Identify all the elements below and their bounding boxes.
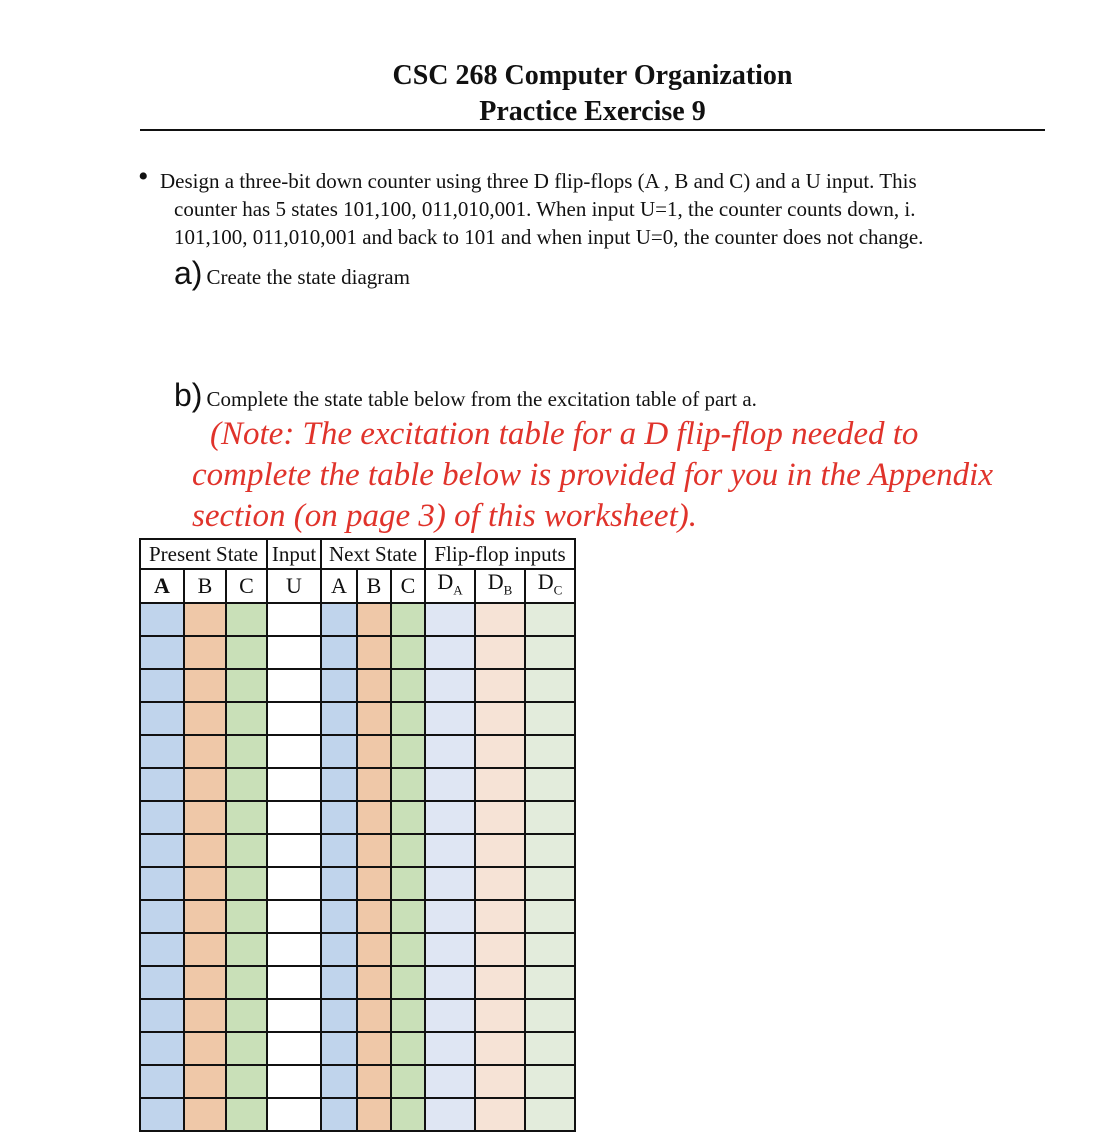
cell-u[interactable] — [267, 735, 321, 768]
table-row — [140, 801, 575, 834]
cell-u[interactable] — [267, 966, 321, 999]
cell-b[interactable] — [184, 702, 226, 735]
cell-next-c[interactable] — [391, 1098, 425, 1131]
note-line-3: section (on page 3) of this worksheet). — [192, 498, 697, 534]
cell-da[interactable] — [425, 867, 475, 900]
cell-db[interactable] — [475, 768, 525, 801]
cell-next-b[interactable] — [357, 1065, 391, 1098]
cell-a[interactable] — [140, 900, 184, 933]
cell-b[interactable] — [184, 900, 226, 933]
cell-db[interactable] — [475, 1098, 525, 1131]
exercise-title: Practice Exercise 9 — [479, 96, 706, 127]
table-row — [140, 999, 575, 1032]
cell-next-a[interactable] — [321, 999, 357, 1032]
cell-da[interactable] — [425, 702, 475, 735]
cell-a[interactable] — [140, 768, 184, 801]
cell-a[interactable] — [140, 636, 184, 669]
table-row — [140, 1065, 575, 1098]
part-a-letter: a) — [174, 255, 203, 291]
col-header-da — [425, 569, 475, 603]
cell-next-b[interactable] — [357, 966, 391, 999]
cell-da[interactable] — [425, 966, 475, 999]
cell-next-a[interactable] — [321, 702, 357, 735]
cell-a[interactable] — [140, 702, 184, 735]
col-header-da-main: D — [437, 569, 454, 594]
col-header-u: U — [267, 569, 321, 603]
header-flip-flop-inputs: Flip-flop inputs — [425, 539, 575, 569]
cell-next-a[interactable] — [321, 966, 357, 999]
cell-next-a[interactable] — [321, 900, 357, 933]
cell-dc[interactable] — [525, 834, 575, 867]
cell-next-b[interactable] — [357, 801, 391, 834]
cell-dc[interactable] — [525, 735, 575, 768]
cell-dc[interactable] — [525, 669, 575, 702]
col-header-next-a: A — [321, 569, 357, 603]
cell-dc[interactable] — [525, 1098, 575, 1131]
cell-b[interactable] — [184, 636, 226, 669]
table-row — [140, 900, 575, 933]
header-divider — [140, 129, 1045, 131]
cell-c[interactable] — [226, 867, 267, 900]
col-header-b: B — [184, 569, 226, 603]
cell-next-c[interactable] — [391, 1065, 425, 1098]
cell-a[interactable] — [140, 801, 184, 834]
cell-c[interactable] — [226, 801, 267, 834]
cell-db[interactable] — [475, 834, 525, 867]
cell-u[interactable] — [267, 669, 321, 702]
cell-a[interactable] — [140, 1032, 184, 1065]
table-row — [140, 669, 575, 702]
cell-da[interactable] — [425, 669, 475, 702]
cell-b[interactable] — [184, 933, 226, 966]
cell-da[interactable] — [425, 735, 475, 768]
cell-db[interactable] — [475, 933, 525, 966]
cell-next-b[interactable] — [357, 999, 391, 1032]
table-row — [140, 834, 575, 867]
cell-db[interactable] — [475, 801, 525, 834]
cell-da[interactable] — [425, 999, 475, 1032]
cell-next-c[interactable] — [391, 636, 425, 669]
cell-u[interactable] — [267, 933, 321, 966]
col-header-da-sub: A — [453, 582, 463, 598]
cell-da[interactable] — [425, 933, 475, 966]
part-b — [174, 377, 757, 414]
col-header-dc-sub: C — [553, 582, 563, 598]
cell-db[interactable] — [475, 1032, 525, 1065]
cell-next-b[interactable] — [357, 933, 391, 966]
cell-a[interactable] — [140, 966, 184, 999]
cell-next-b[interactable] — [357, 669, 391, 702]
cell-u[interactable] — [267, 636, 321, 669]
cell-next-c[interactable] — [391, 801, 425, 834]
cell-db[interactable] — [475, 702, 525, 735]
cell-u[interactable] — [267, 900, 321, 933]
cell-next-b[interactable] — [357, 768, 391, 801]
cell-b[interactable] — [184, 1098, 226, 1131]
col-header-dc — [525, 569, 575, 603]
cell-a[interactable] — [140, 999, 184, 1032]
cell-a[interactable] — [140, 669, 184, 702]
cell-next-b[interactable] — [357, 702, 391, 735]
cell-u[interactable] — [267, 834, 321, 867]
cell-da[interactable] — [425, 768, 475, 801]
cell-u[interactable] — [267, 999, 321, 1032]
cell-a[interactable] — [140, 1098, 184, 1131]
header-present-state: Present State — [140, 539, 267, 569]
note-line-1: (Note: The excitation table for a D flip-flop needed to — [210, 416, 919, 452]
cell-c[interactable] — [226, 669, 267, 702]
cell-c[interactable] — [226, 834, 267, 867]
part-a-text: Create the state diagram — [206, 265, 410, 289]
cell-c[interactable] — [226, 933, 267, 966]
cell-dc[interactable] — [525, 900, 575, 933]
cell-c[interactable] — [226, 1065, 267, 1098]
cell-a[interactable] — [140, 735, 184, 768]
cell-next-c[interactable] — [391, 999, 425, 1032]
col-header-dc-main: D — [537, 569, 554, 594]
cell-da[interactable] — [425, 1065, 475, 1098]
col-header-db — [475, 569, 525, 603]
part-b-text: Complete the state table below from the excitation table of part a. — [206, 387, 757, 411]
cell-u[interactable] — [267, 1098, 321, 1131]
cell-u[interactable] — [267, 801, 321, 834]
cell-b[interactable] — [184, 735, 226, 768]
cell-next-a[interactable] — [321, 1065, 357, 1098]
cell-db[interactable] — [475, 999, 525, 1032]
table-row — [140, 735, 575, 768]
cell-dc[interactable] — [525, 999, 575, 1032]
header-next-state: Next State — [321, 539, 425, 569]
cell-c[interactable] — [226, 603, 267, 636]
cell-u[interactable] — [267, 1032, 321, 1065]
cell-da[interactable] — [425, 1032, 475, 1065]
cell-b[interactable] — [184, 669, 226, 702]
note-line-2: complete the table below is provided for you in the Appendix — [192, 457, 993, 493]
cell-next-a[interactable] — [321, 768, 357, 801]
cell-u[interactable] — [267, 702, 321, 735]
cell-db[interactable] — [475, 867, 525, 900]
table-row — [140, 867, 575, 900]
cell-da[interactable] — [425, 834, 475, 867]
cell-next-c[interactable] — [391, 702, 425, 735]
cell-a[interactable] — [140, 834, 184, 867]
cell-next-c[interactable] — [391, 669, 425, 702]
cell-dc[interactable] — [525, 636, 575, 669]
cell-dc[interactable] — [525, 702, 575, 735]
cell-next-c[interactable] — [391, 603, 425, 636]
cell-next-a[interactable] — [321, 1032, 357, 1065]
cell-next-b[interactable] — [357, 603, 391, 636]
cell-db[interactable] — [475, 603, 525, 636]
cell-b[interactable] — [184, 1032, 226, 1065]
cell-b[interactable] — [184, 603, 226, 636]
col-header-a: A — [140, 569, 184, 603]
cell-u[interactable] — [267, 768, 321, 801]
table-row — [140, 603, 575, 636]
cell-db[interactable] — [475, 735, 525, 768]
cell-db[interactable] — [475, 966, 525, 999]
cell-next-a[interactable] — [321, 933, 357, 966]
course-title: CSC 268 Computer Organization — [392, 60, 793, 91]
cell-a[interactable] — [140, 867, 184, 900]
cell-next-a[interactable] — [321, 636, 357, 669]
table-row — [140, 636, 575, 669]
cell-next-a[interactable] — [321, 834, 357, 867]
cell-a[interactable] — [140, 933, 184, 966]
cell-db[interactable] — [475, 900, 525, 933]
cell-c[interactable] — [226, 900, 267, 933]
cell-next-b[interactable] — [357, 735, 391, 768]
cell-dc[interactable] — [525, 801, 575, 834]
cell-next-b[interactable] — [357, 834, 391, 867]
cell-next-c[interactable] — [391, 768, 425, 801]
question-line-3: 101,100, 011,010,001 and back to 101 and when input U=0, the counter does not change. — [174, 225, 924, 249]
part-a — [174, 255, 410, 292]
cell-dc[interactable] — [525, 867, 575, 900]
cell-b[interactable] — [184, 801, 226, 834]
cell-dc[interactable] — [525, 1065, 575, 1098]
cell-next-b[interactable] — [357, 1032, 391, 1065]
cell-next-b[interactable] — [357, 636, 391, 669]
cell-next-a[interactable] — [321, 867, 357, 900]
cell-da[interactable] — [425, 636, 475, 669]
cell-b[interactable] — [184, 999, 226, 1032]
cell-b[interactable] — [184, 966, 226, 999]
cell-u[interactable] — [267, 603, 321, 636]
question-line-2: counter has 5 states 101,100, 011,010,001. When input U=1, the counter counts down, i. — [174, 197, 916, 221]
cell-dc[interactable] — [525, 1032, 575, 1065]
cell-c[interactable] — [226, 999, 267, 1032]
cell-dc[interactable] — [525, 603, 575, 636]
cell-next-b[interactable] — [357, 867, 391, 900]
cell-da[interactable] — [425, 900, 475, 933]
cell-c[interactable] — [226, 966, 267, 999]
cell-b[interactable] — [184, 834, 226, 867]
cell-next-c[interactable] — [391, 1032, 425, 1065]
header-input: Input — [267, 539, 321, 569]
cell-da[interactable] — [425, 801, 475, 834]
cell-c[interactable] — [226, 702, 267, 735]
cell-next-a[interactable] — [321, 1098, 357, 1131]
cell-next-c[interactable] — [391, 867, 425, 900]
cell-next-c[interactable] — [391, 900, 425, 933]
cell-dc[interactable] — [525, 768, 575, 801]
cell-b[interactable] — [184, 768, 226, 801]
col-header-next-c: C — [391, 569, 425, 603]
cell-a[interactable] — [140, 603, 184, 636]
cell-next-a[interactable] — [321, 603, 357, 636]
cell-c[interactable] — [226, 636, 267, 669]
col-header-next-b: B — [357, 569, 391, 603]
cell-db[interactable] — [475, 1065, 525, 1098]
cell-next-a[interactable] — [321, 801, 357, 834]
col-header-db-main: D — [487, 569, 504, 594]
state-table — [139, 538, 576, 1132]
col-header-c: C — [226, 569, 267, 603]
cell-b[interactable] — [184, 867, 226, 900]
cell-dc[interactable] — [525, 933, 575, 966]
cell-c[interactable] — [226, 735, 267, 768]
table-row — [140, 702, 575, 735]
cell-db[interactable] — [475, 636, 525, 669]
cell-next-c[interactable] — [391, 933, 425, 966]
cell-da[interactable] — [425, 1098, 475, 1131]
cell-da[interactable] — [425, 603, 475, 636]
cell-a[interactable] — [140, 1065, 184, 1098]
cell-c[interactable] — [226, 768, 267, 801]
col-header-db-sub: B — [503, 582, 513, 598]
cell-next-b[interactable] — [357, 1098, 391, 1131]
table-row — [140, 1098, 575, 1131]
cell-next-c[interactable] — [391, 966, 425, 999]
cell-next-c[interactable] — [391, 834, 425, 867]
cell-next-c[interactable] — [391, 735, 425, 768]
table-row — [140, 1032, 575, 1065]
table-row — [140, 768, 575, 801]
part-b-letter: b) — [174, 377, 203, 413]
question-line-1: Design a three-bit down counter using three D flip-flops (A , B and C) and a U input. This — [160, 169, 917, 193]
cell-u[interactable] — [267, 867, 321, 900]
cell-next-a[interactable] — [321, 735, 357, 768]
cell-next-a[interactable] — [321, 669, 357, 702]
cell-c[interactable] — [226, 1098, 267, 1131]
cell-c[interactable] — [226, 1032, 267, 1065]
cell-b[interactable] — [184, 1065, 226, 1098]
table-row — [140, 933, 575, 966]
table-row — [140, 966, 575, 999]
cell-next-b[interactable] — [357, 900, 391, 933]
cell-dc[interactable] — [525, 966, 575, 999]
cell-u[interactable] — [267, 1065, 321, 1098]
cell-db[interactable] — [475, 669, 525, 702]
bullet-icon: • — [138, 160, 149, 193]
